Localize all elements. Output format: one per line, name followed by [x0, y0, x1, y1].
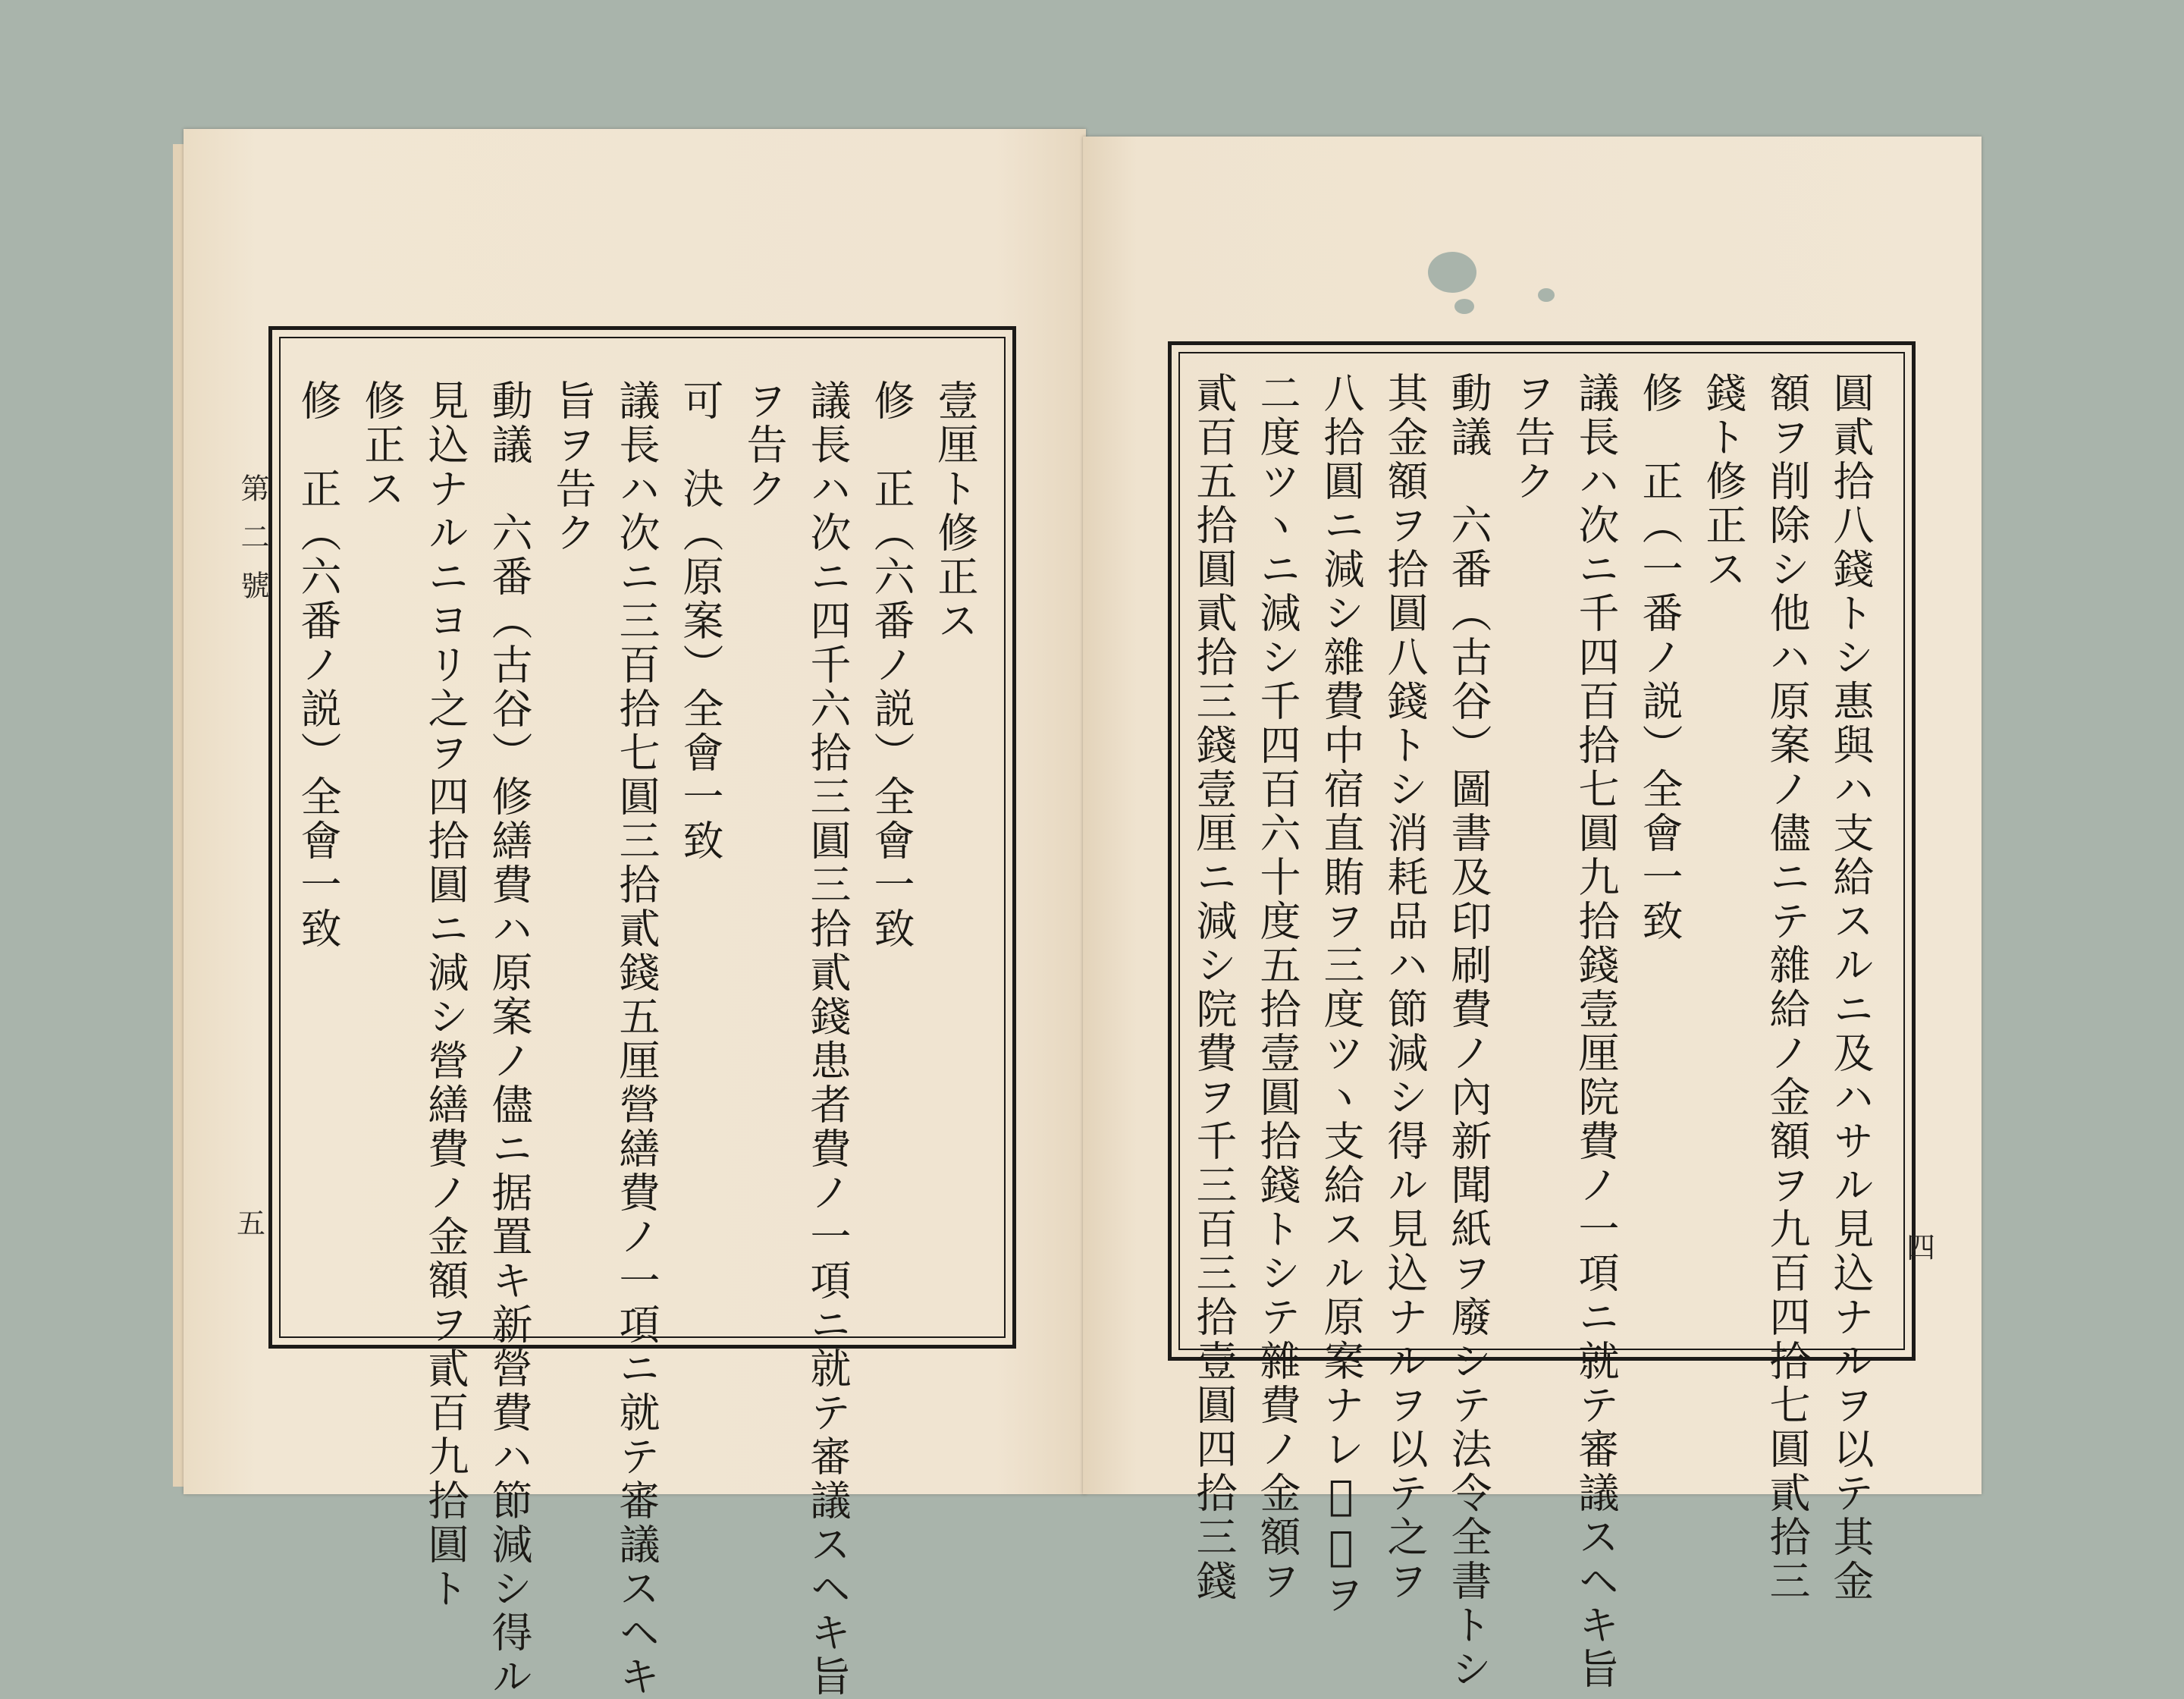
- page-number: 五: [237, 1207, 266, 1240]
- text-column: 議長ハ次ニ四千六拾三圓三拾貳錢患者費ノ一項ニ就テ審議スヘキ旨: [804, 379, 852, 1699]
- text-column: 修 正（一番ノ説）全會一致: [1636, 372, 1684, 944]
- text-column: 議長ハ次ニ三百拾七圓三拾貳錢五厘營繕費ノ一項ニ就テ審議スヘキ: [613, 379, 661, 1699]
- issue-label: 第二號: [236, 473, 269, 619]
- text-column: 壹厘ト修正ス: [931, 379, 979, 643]
- text-column: ヲ告ク: [1508, 372, 1556, 504]
- text-column: 修 正（六番ノ説）全會一致: [868, 379, 915, 951]
- text-column: 動議 六番（古谷）修繕費ハ原案ノ儘ニ据置キ新營費ハ節減シ得ル: [485, 379, 533, 1699]
- paper-damage: [1428, 252, 1476, 293]
- text-column: 錢ト修正ス: [1699, 372, 1747, 592]
- text-column: 議長ハ次ニ千四百拾七圓九拾錢壹厘院費ノ一項ニ就テ審議スヘキ旨: [1572, 372, 1620, 1691]
- text-column: 可 決（原案）全會一致: [676, 379, 724, 863]
- left-page: [184, 129, 1086, 1699]
- text-column: 八拾圓ニ減シ雜費中宿直賄ヲ三度ツヽ支給スル原案ナレ𪜈之ヲ: [1317, 372, 1365, 1617]
- page-number: 四: [1906, 1231, 1936, 1264]
- paper-damage: [1538, 288, 1555, 302]
- text-column: 額ヲ削除シ他ハ原案ノ儘ニテ雜給ノ金額ヲ九百四拾七圓貳拾三: [1763, 372, 1811, 1603]
- text-column: 二度ツヽニ減シ千四百六十度五拾壹圓拾錢トシテ雜費ノ金額ヲ: [1254, 372, 1301, 1603]
- text-column: 貳百五拾圓貳拾三錢壹厘ニ減シ院費ヲ千三百三拾壹圓四拾三錢: [1190, 372, 1238, 1603]
- text-column: 動議 六番（古谷）圖書及印刷費ノ內新聞紙ヲ廢シテ法令全書トシ: [1445, 372, 1492, 1691]
- text-column: 修正ス: [358, 379, 406, 511]
- text-column: ヲ告ク: [740, 379, 788, 511]
- text-column: 見込ナルニヨリ之ヲ四拾圓ニ減シ營繕費ノ金額ヲ貳百九拾圓ト: [422, 379, 469, 1611]
- paper-damage: [1454, 299, 1474, 314]
- right-page: [1083, 137, 1982, 1691]
- text-column: 其金額ヲ拾圓八錢トシ消耗品ハ節減シ得ル見込ナルヲ以テ之ヲ: [1381, 372, 1429, 1603]
- text-column: 修 正（六番ノ説）全會一致: [294, 379, 342, 951]
- text-column: 圓貳拾八錢トシ惠與ハ支給スルニ及ハサル見込ナルヲ以テ其金: [1827, 372, 1875, 1603]
- text-column: 旨ヲ告ク: [549, 379, 597, 555]
